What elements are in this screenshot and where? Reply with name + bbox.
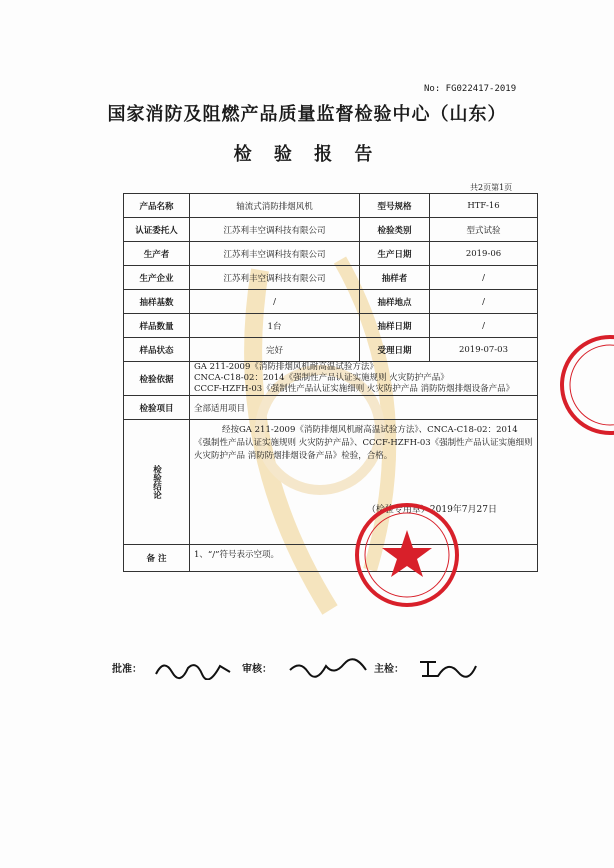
table-row xyxy=(124,362,538,396)
test-category-label: 检验类别 xyxy=(360,218,430,242)
table-row xyxy=(124,314,538,338)
review-signature xyxy=(288,656,368,680)
table-row xyxy=(124,420,538,545)
product-name-label: 产品名称 xyxy=(124,194,190,218)
basis-line: CCCF-HZFH-03《强制性产品认证实施细则 火灾防护产品 消防防烟排烟设备产品》 xyxy=(194,384,515,394)
table-row xyxy=(124,338,538,362)
report-title: 检 验 报 告 xyxy=(233,144,381,165)
page-count: 共2页第1页 xyxy=(470,183,513,192)
note-label: 备 注 xyxy=(124,545,190,572)
table-row xyxy=(124,242,538,266)
sample-state-label: 样品状态 xyxy=(124,338,190,362)
items-label: 检验项目 xyxy=(124,396,190,420)
product-name-value: 轴流式消防排烟风机 xyxy=(190,194,360,218)
edge-seal-stamp xyxy=(550,330,614,440)
review-label: 审核： xyxy=(242,664,272,675)
table-row xyxy=(124,194,538,218)
sample-qty-value: 1台 xyxy=(190,314,360,338)
basis-value xyxy=(190,362,538,396)
table-row xyxy=(124,396,538,420)
report-number: No: FG022417-2019 xyxy=(424,84,517,94)
sample-date-value: / xyxy=(430,314,538,338)
client-label: 认证委托人 xyxy=(124,218,190,242)
signature-row xyxy=(112,656,542,680)
model-value: HTF-16 xyxy=(430,194,538,218)
manufacturer-value: 江苏利丰空调科技有限公司 xyxy=(190,266,360,290)
sample-qty-label: 样品数量 xyxy=(124,314,190,338)
conclusion-label: 检验结论 xyxy=(124,420,190,545)
inspect-signature xyxy=(418,656,478,680)
prod-date-label: 生产日期 xyxy=(360,242,430,266)
approve-label: 批准： xyxy=(112,664,142,675)
inspect-label: 主检： xyxy=(374,664,404,675)
basis-line: GA 211-2009《消防排烟风机耐高温试验方法》 xyxy=(194,362,378,372)
accept-date-value: 2019-07-03 xyxy=(430,338,538,362)
approve-signature xyxy=(154,656,234,680)
note-value: 1、“/”符号表示空项。 xyxy=(190,545,538,572)
sample-base-value: / xyxy=(190,290,360,314)
sampler-label: 抽样者 xyxy=(360,266,430,290)
report-table xyxy=(123,193,538,572)
conclusion-sign-date: （检验专用章）2019年7月27日 xyxy=(366,505,497,515)
conclusion-text: 经按GA 211-2009《消防排烟风机耐高温试验方法》、CNCA-C18-02：2014《强制性产品认证实施规则 火灾防护产品》、CCCF-HZFH-03《强制性产品认证实施细则 火灾防护产品 消防防烟排烟设备产品》检验，合格。 xyxy=(194,425,533,461)
basis-label: 检验依据 xyxy=(124,362,190,396)
table-row xyxy=(124,545,538,572)
model-label: 型号规格 xyxy=(360,194,430,218)
producer-label: 生产者 xyxy=(124,242,190,266)
sample-place-label: 抽样地点 xyxy=(360,290,430,314)
sample-state-value: 完好 xyxy=(190,338,360,362)
test-category-value: 型式试验 xyxy=(430,218,538,242)
manufacturer-label: 生产企业 xyxy=(124,266,190,290)
org-title: 国家消防及阻燃产品质量监督检验中心（山东） xyxy=(107,104,507,125)
sample-base-label: 抽样基数 xyxy=(124,290,190,314)
official-seal-stamp xyxy=(352,500,462,610)
accept-date-label: 受理日期 xyxy=(360,338,430,362)
table-row xyxy=(124,266,538,290)
items-value: 全部适用项目 xyxy=(190,396,538,420)
sample-place-value: / xyxy=(430,290,538,314)
producer-value: 江苏利丰空调科技有限公司 xyxy=(190,242,360,266)
prod-date-value: 2019-06 xyxy=(430,242,538,266)
client-value: 江苏利丰空调科技有限公司 xyxy=(190,218,360,242)
table-row xyxy=(124,218,538,242)
sampler-value: / xyxy=(430,266,538,290)
basis-line: CNCA-C18-02：2014《强制性产品认证实施规则 火灾防护产品》 xyxy=(194,373,449,383)
sample-date-label: 抽样日期 xyxy=(360,314,430,338)
table-row xyxy=(124,290,538,314)
